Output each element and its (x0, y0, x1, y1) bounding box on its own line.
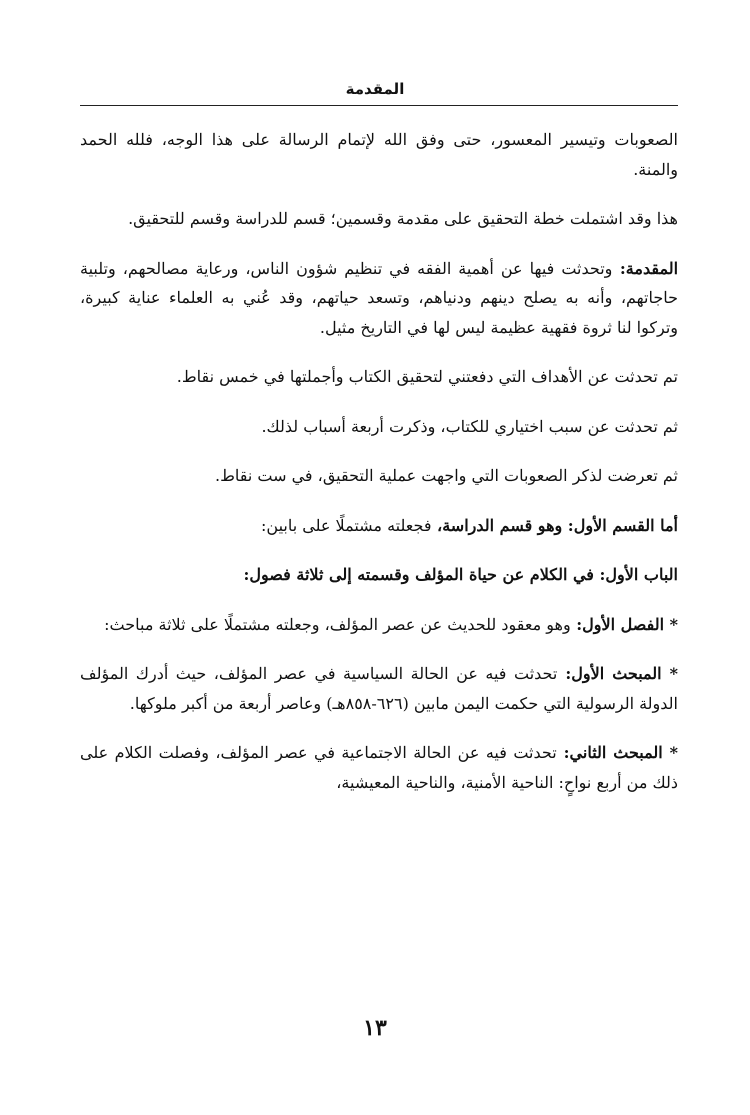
paragraph (80, 511, 678, 541)
paragraph (80, 610, 678, 640)
paragraph (80, 412, 678, 442)
paragraph (80, 461, 678, 491)
paragraph (80, 204, 678, 234)
paragraph-lead: * المبحث الثاني: (556, 743, 679, 762)
paragraph-lead: الباب الأول: في الكلام عن حياة المؤلف وقسمته إلى ثلاثة فصول: (243, 565, 678, 584)
paragraph-lead: * المبحث الأول: (557, 664, 679, 683)
page-number: ١٣ (363, 1015, 387, 1041)
paragraph-text: فجعلته مشتملًا على بابين: (261, 515, 432, 535)
paragraph-text: الصعوبات وتيسير المعسور، حتى وفق الله لإتمام الرسالة على هذا الوجه، فلله الحمد والمنة. (80, 130, 678, 179)
paragraph-text: تم تحدثت عن الأهداف التي دفعتني لتحقيق الكتاب وأجملتها في خمس نقاط. (176, 367, 678, 386)
paragraph (80, 560, 678, 590)
paragraph-text: وتحدثت فيها عن أهمية الفقه في تنظيم شؤون الناس، ورعاية مصالحهم، وتلبية حاجاتهم، وأنه به يصلح دينهم ودنياهم، وتسعد حياتهم، وقد عُني به العلماء عناية كبيرة، وتركوا لنا ثروة فقهية عظيمة ليس لها في التاريخ مثيل. (80, 258, 678, 337)
paragraph (80, 738, 678, 797)
paragraph-lead: المقدمة: (612, 258, 679, 278)
paragraph-lead: أما القسم الأول: وهو قسم الدراسة، (431, 515, 678, 535)
paragraph-text: ثم تعرضت لذكر الصعوبات التي واجهت عملية التحقيق، في ست نقاط. (215, 466, 678, 485)
paragraph-text: وهو معقود للحديث عن عصر المؤلف، وجعلته مشتملًا على ثلاثة مباحث: (104, 614, 571, 634)
running-header: المقدمة (345, 80, 405, 98)
paragraph-text: ثم تحدثت عن سبب اختياري للكتاب، وذكرت أربعة أسباب لذلك. (261, 416, 678, 436)
paragraph-text: تحدثت فيه عن الحالة الاجتماعية في عصر المؤلف، وفصلت الكلام على ذلك من أربع نواحٍ: الناحية الأمنية، والناحية المعيشية، (80, 743, 678, 792)
paragraph (80, 362, 678, 392)
paragraph-text: هذا وقد اشتملت خطة التحقيق على مقدمة وقسمين؛ قسم للدراسة وقسم للتحقيق. (128, 209, 678, 228)
paragraph (80, 659, 678, 718)
paragraph-text: تحدثت فيه عن الحالة السياسية في عصر المؤلف، حيث أدرك المؤلف الدولة الرسولية التي حكمت اليمن مابين (٦٢٦-٨٥٨هـ) وعاصر أربعة من أكبر ملوكها. (80, 664, 678, 713)
paragraph (80, 125, 678, 184)
header-rule (80, 105, 678, 106)
paragraph-lead: * الفصل الأول: (570, 614, 678, 634)
paragraph (80, 254, 678, 343)
body-text (80, 125, 678, 817)
